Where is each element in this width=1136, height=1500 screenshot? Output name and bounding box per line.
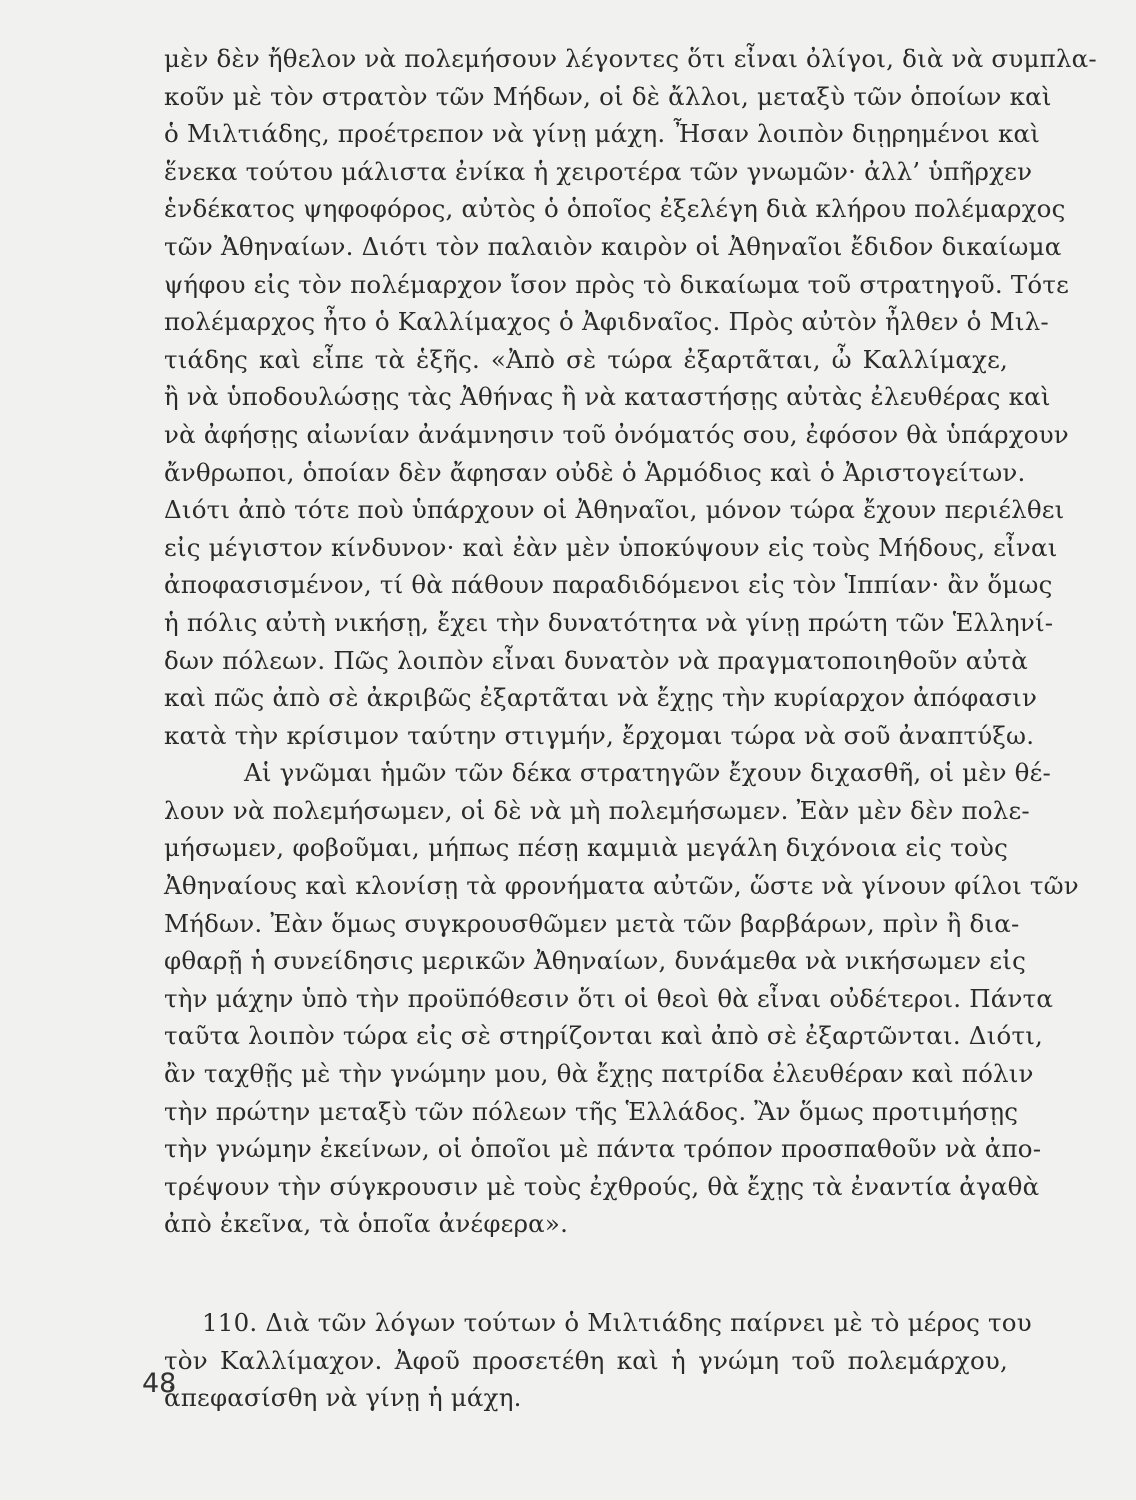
text-line: τρέψουν τὴν σύγκρουσιν μὲ τοὺς ἐχθρούς, θὰ ἔχῃς τὰ ἐναντία ἀγαθὰ [164, 1171, 1040, 1201]
text-line: ἂν ταχθῇς μὲ τὴν γνώμην μου, θὰ ἔχῃς πατρίδα ἐλευθέραν καὶ πόλιν [164, 1059, 1034, 1089]
text-line: ταῦτα λοιπὸν τώρα εἰς σὲ στηρίζονται καὶ ἀπὸ σὲ ἐξαρτῶνται. Διότι, [164, 1021, 1044, 1051]
paragraph-speech-intro [164, 40, 1097, 754]
text-line: ἄνθρωποι, ὁποίαν δὲν ἄφησαν οὐδὲ ὁ Ἁρμόδιος καὶ ὁ Ἀριστογείτων. [164, 457, 1026, 487]
text-line: ὁ Μιλτιάδης, προέτρεπον νὰ γίνῃ μάχη. Ἦσαν λοιπὸν διῃρημένοι καὶ [164, 119, 1041, 149]
text-line: ἀποφασισμένον, τί θὰ πάθουν παραδιδόμενοι εἰς τὸν Ἱππίαν· ἂν ὅμως [164, 570, 1053, 600]
text-line: Διότι ἀπὸ τότε ποὺ ὑπάρχουν οἱ Ἀθηναῖοι, μόνον τώρα ἔχουν περιέλθει [164, 495, 1065, 525]
text-line: τιάδης καὶ εἶπε τὰ ἑξῆς. «Ἀπὸ σὲ τώρα ἐξαρτᾶται, ὦ Καλλίμαχε, [164, 344, 1008, 374]
text-line: Ἀθηναίους καὶ κλονίσῃ τὰ φρονήματα αὐτῶν, ὥστε νὰ γίνουν φίλοι τῶν [164, 871, 1079, 901]
text-line: εἰς μέγιστον κίνδυνον· καὶ ἐὰν μὲν ὑποκύψουν εἰς τοὺς Μήδους, εἶναι [164, 532, 1058, 562]
text-line: λουν νὰ πολεμήσωμεν, οἱ δὲ νὰ μὴ πολεμήσωμεν. Ἐὰν μὲν δὲν πολε- [164, 795, 1030, 825]
text-line: Μήδων. Ἐὰν ὅμως συγκρουσθῶμεν μετὰ τῶν βαρβάρων, πρὶν ἢ δια- [164, 908, 1020, 938]
text-line: μὲν δὲν ἤθελον νὰ πολεμήσουν λέγοντες ὅτι εἶναι ὀλίγοι, διὰ νὰ συμπλα- [164, 44, 1097, 73]
text-line: νὰ ἀφήσῃς αἰωνίαν ἀνάμνησιν τοῦ ὀνόματός σου, ἐφόσον θὰ ὑπάρχουν [164, 419, 1069, 449]
text-line: πολέμαρχος ἦτο ὁ Καλλίμαχος ὁ Ἀφιδναῖος. Πρὸς αὐτὸν ἦλθεν ὁ Μιλ- [164, 307, 1049, 337]
text-line: κατὰ τὴν κρίσιμον ταύτην στιγμήν, ἔρχομαι τώρα νὰ σοῦ ἀναπτύξω. [164, 720, 1035, 750]
text-line: μήσωμεν, φοβοῦμαι, μήπως πέσῃ καμμιὰ μεγάλη διχόνοια εἰς τοὺς [164, 833, 1008, 863]
text-line: Αἱ γνῶμαι ἡμῶν τῶν δέκα στρατηγῶν ἔχουν διχασθῆ, οἱ μὲν θέ- [244, 758, 1051, 788]
text-line: ἢ νὰ ὑποδουλώσῃς τὰς Ἀθήνας ἢ νὰ καταστήσῃς αὐτὰς ἐλευθέρας καὶ [164, 382, 1051, 412]
text-line: τὸν Καλλίμαχον. Ἀφοῦ προσετέθη καὶ ἡ γνώμη τοῦ πολεμάρχου, [164, 1345, 1008, 1375]
text-line: τὴν γνώμην ἐκείνων, οἱ ὁποῖοι μὲ πάντα τρόπον προσπαθοῦν νὰ ἀπο- [164, 1134, 1042, 1164]
text-line: δων πόλεων. Πῶς λοιπὸν εἶναι δυνατὸν νὰ πραγματοποιηθοῦν αὐτὰ [164, 645, 1029, 675]
text-line: φθαρῇ ἡ συνείδησις μερικῶν Ἀθηναίων, δυνάμεθα νὰ νικήσωμεν εἰς [164, 946, 1026, 976]
paragraph-section-110 [164, 1304, 1032, 1417]
text-line: καὶ πῶς ἀπὸ σὲ ἀκριβῶς ἐξαρτᾶται νὰ ἔχῃς τὴν κυρίαρχον ἀπόφασιν [164, 683, 1038, 713]
paragraph-speech-continued [164, 754, 1079, 1243]
text-line: τῶν Ἀθηναίων. Διότι τὸν παλαιὸν καιρὸν οἱ Ἀθηναῖοι ἔδιδον δικαίωμα [164, 231, 1062, 261]
text-line: τὴν μάχην ὑπὸ τὴν προϋπόθεσιν ὅτι οἱ θεοὶ θὰ εἶναι οὐδέτεροι. Πάντα [164, 983, 1054, 1013]
body-text [164, 40, 1097, 1417]
text-line: ἕνεκα τούτου μάλιστα ἐνίκα ἡ χειροτέρα τῶν γνωμῶν· ἀλλ’ ὑπῆρχεν [164, 156, 1033, 186]
text-line: ἀπεφασίσθη νὰ γίνῃ ἡ μάχη. [164, 1383, 522, 1413]
text-line: ἡ πόλις αὐτὴ νικήσῃ, ἔχει τὴν δυνατότητα νὰ γίνῃ πρώτη τῶν Ἑλληνί- [164, 607, 1054, 637]
section-gap [164, 1243, 1008, 1304]
text-line: ἀπὸ ἐκεῖνα, τὰ ὁποῖα ἀνέφερα». [164, 1209, 569, 1239]
text-line: κοῦν μὲ τὸν στρατὸν τῶν Μήδων, οἱ δὲ ἄλλοι, μεταξὺ τῶν ὁποίων καὶ [164, 81, 1052, 111]
text-line: ἑνδέκατος ψηφοφόρος, αὐτὸς ὁ ὁποῖος ἐξελέγη διὰ κλήρου πολέμαρχος [164, 194, 1066, 224]
text-line: ψήφου εἰς τὸν πολέμαρχον ἴσον πρὸς τὸ δικαίωμα τοῦ στρατηγοῦ. Τότε [164, 269, 1070, 299]
text-line: 110. Διὰ τῶν λόγων τούτων ὁ Μιλτιάδης παίρνει μὲ τὸ μέρος του [202, 1308, 1032, 1337]
text-line: τὴν πρώτην μεταξὺ τῶν πόλεων τῆς Ἑλλάδος. Ἂν ὅμως προτιμήσῃς [164, 1096, 1019, 1126]
page-number: 48 [142, 1368, 177, 1399]
